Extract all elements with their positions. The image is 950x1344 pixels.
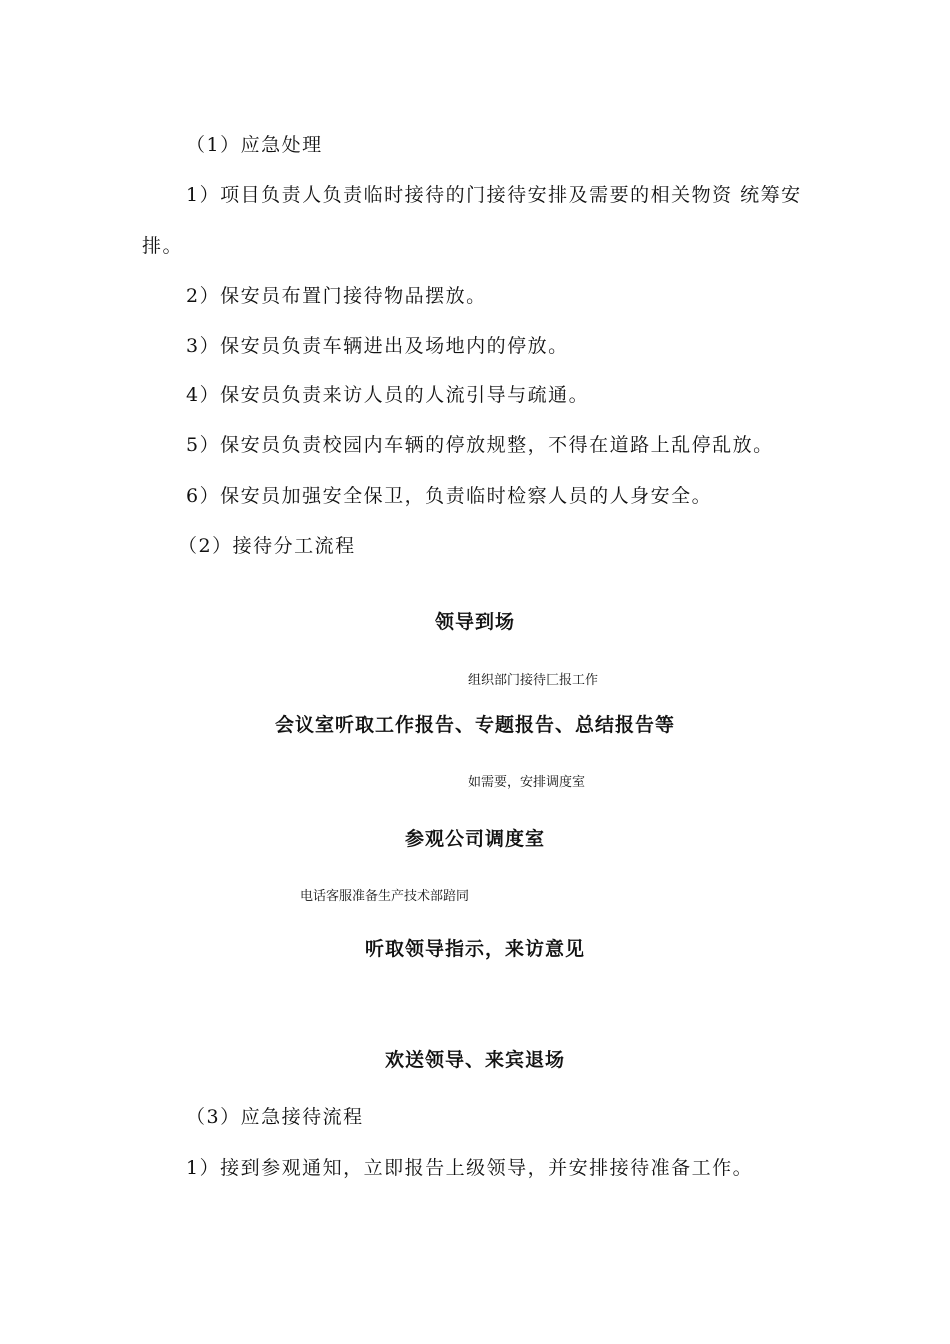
section1-item3: 3）保安员负责车辆进出及场地内的停放。 <box>186 335 569 357</box>
section1-heading: （1）应急处理 <box>186 134 323 156</box>
section3-heading: （3）应急接待流程 <box>186 1106 364 1128</box>
flow-step-visit-dispatch: 参观公司调度室 <box>404 828 545 850</box>
flow-step-instructions: 听取领导指示，来访意见 <box>364 938 585 960</box>
flow-note-dispatch: 如需要，安排调度室 <box>468 775 586 790</box>
flow-note-reception: 组织部门接待匚报工作 <box>468 673 599 688</box>
flow-step-farewell: 欢送领导、来宾退场 <box>384 1049 565 1071</box>
section1-item4: 4）保安员负责来访人员的人流引导与疏通。 <box>186 384 590 406</box>
section1-item5: 5）保安员负责校园内车辆的停放规整，不得在道路上乱停乱放。 <box>186 434 774 456</box>
section1-item1-line1: 1）项目负责人负责临时接待的门接待安排及需要的相关物资 统筹安 <box>186 184 802 206</box>
section3-item1: 1）接到参观通知，立即报告上级领导，并安排接待准备工作。 <box>186 1157 754 1179</box>
section1-item1-line2: 排。 <box>142 235 184 257</box>
flow-step-leader-arrival: 领导到场 <box>434 611 515 633</box>
section2-heading: （2）接待分工流程 <box>178 535 356 557</box>
flow-step-meeting-room: 会议室听取工作报告、专题报告、总结报告等 <box>274 714 675 736</box>
section1-item2: 2）保安员布置门接待物品摆放。 <box>186 285 487 307</box>
section1-item6: 6）保安员加强安全保卫，负责临时检察人员的人身安全。 <box>186 485 713 507</box>
flow-note-customer-service: 电话客服准备生产技术部踣同 <box>300 889 470 904</box>
